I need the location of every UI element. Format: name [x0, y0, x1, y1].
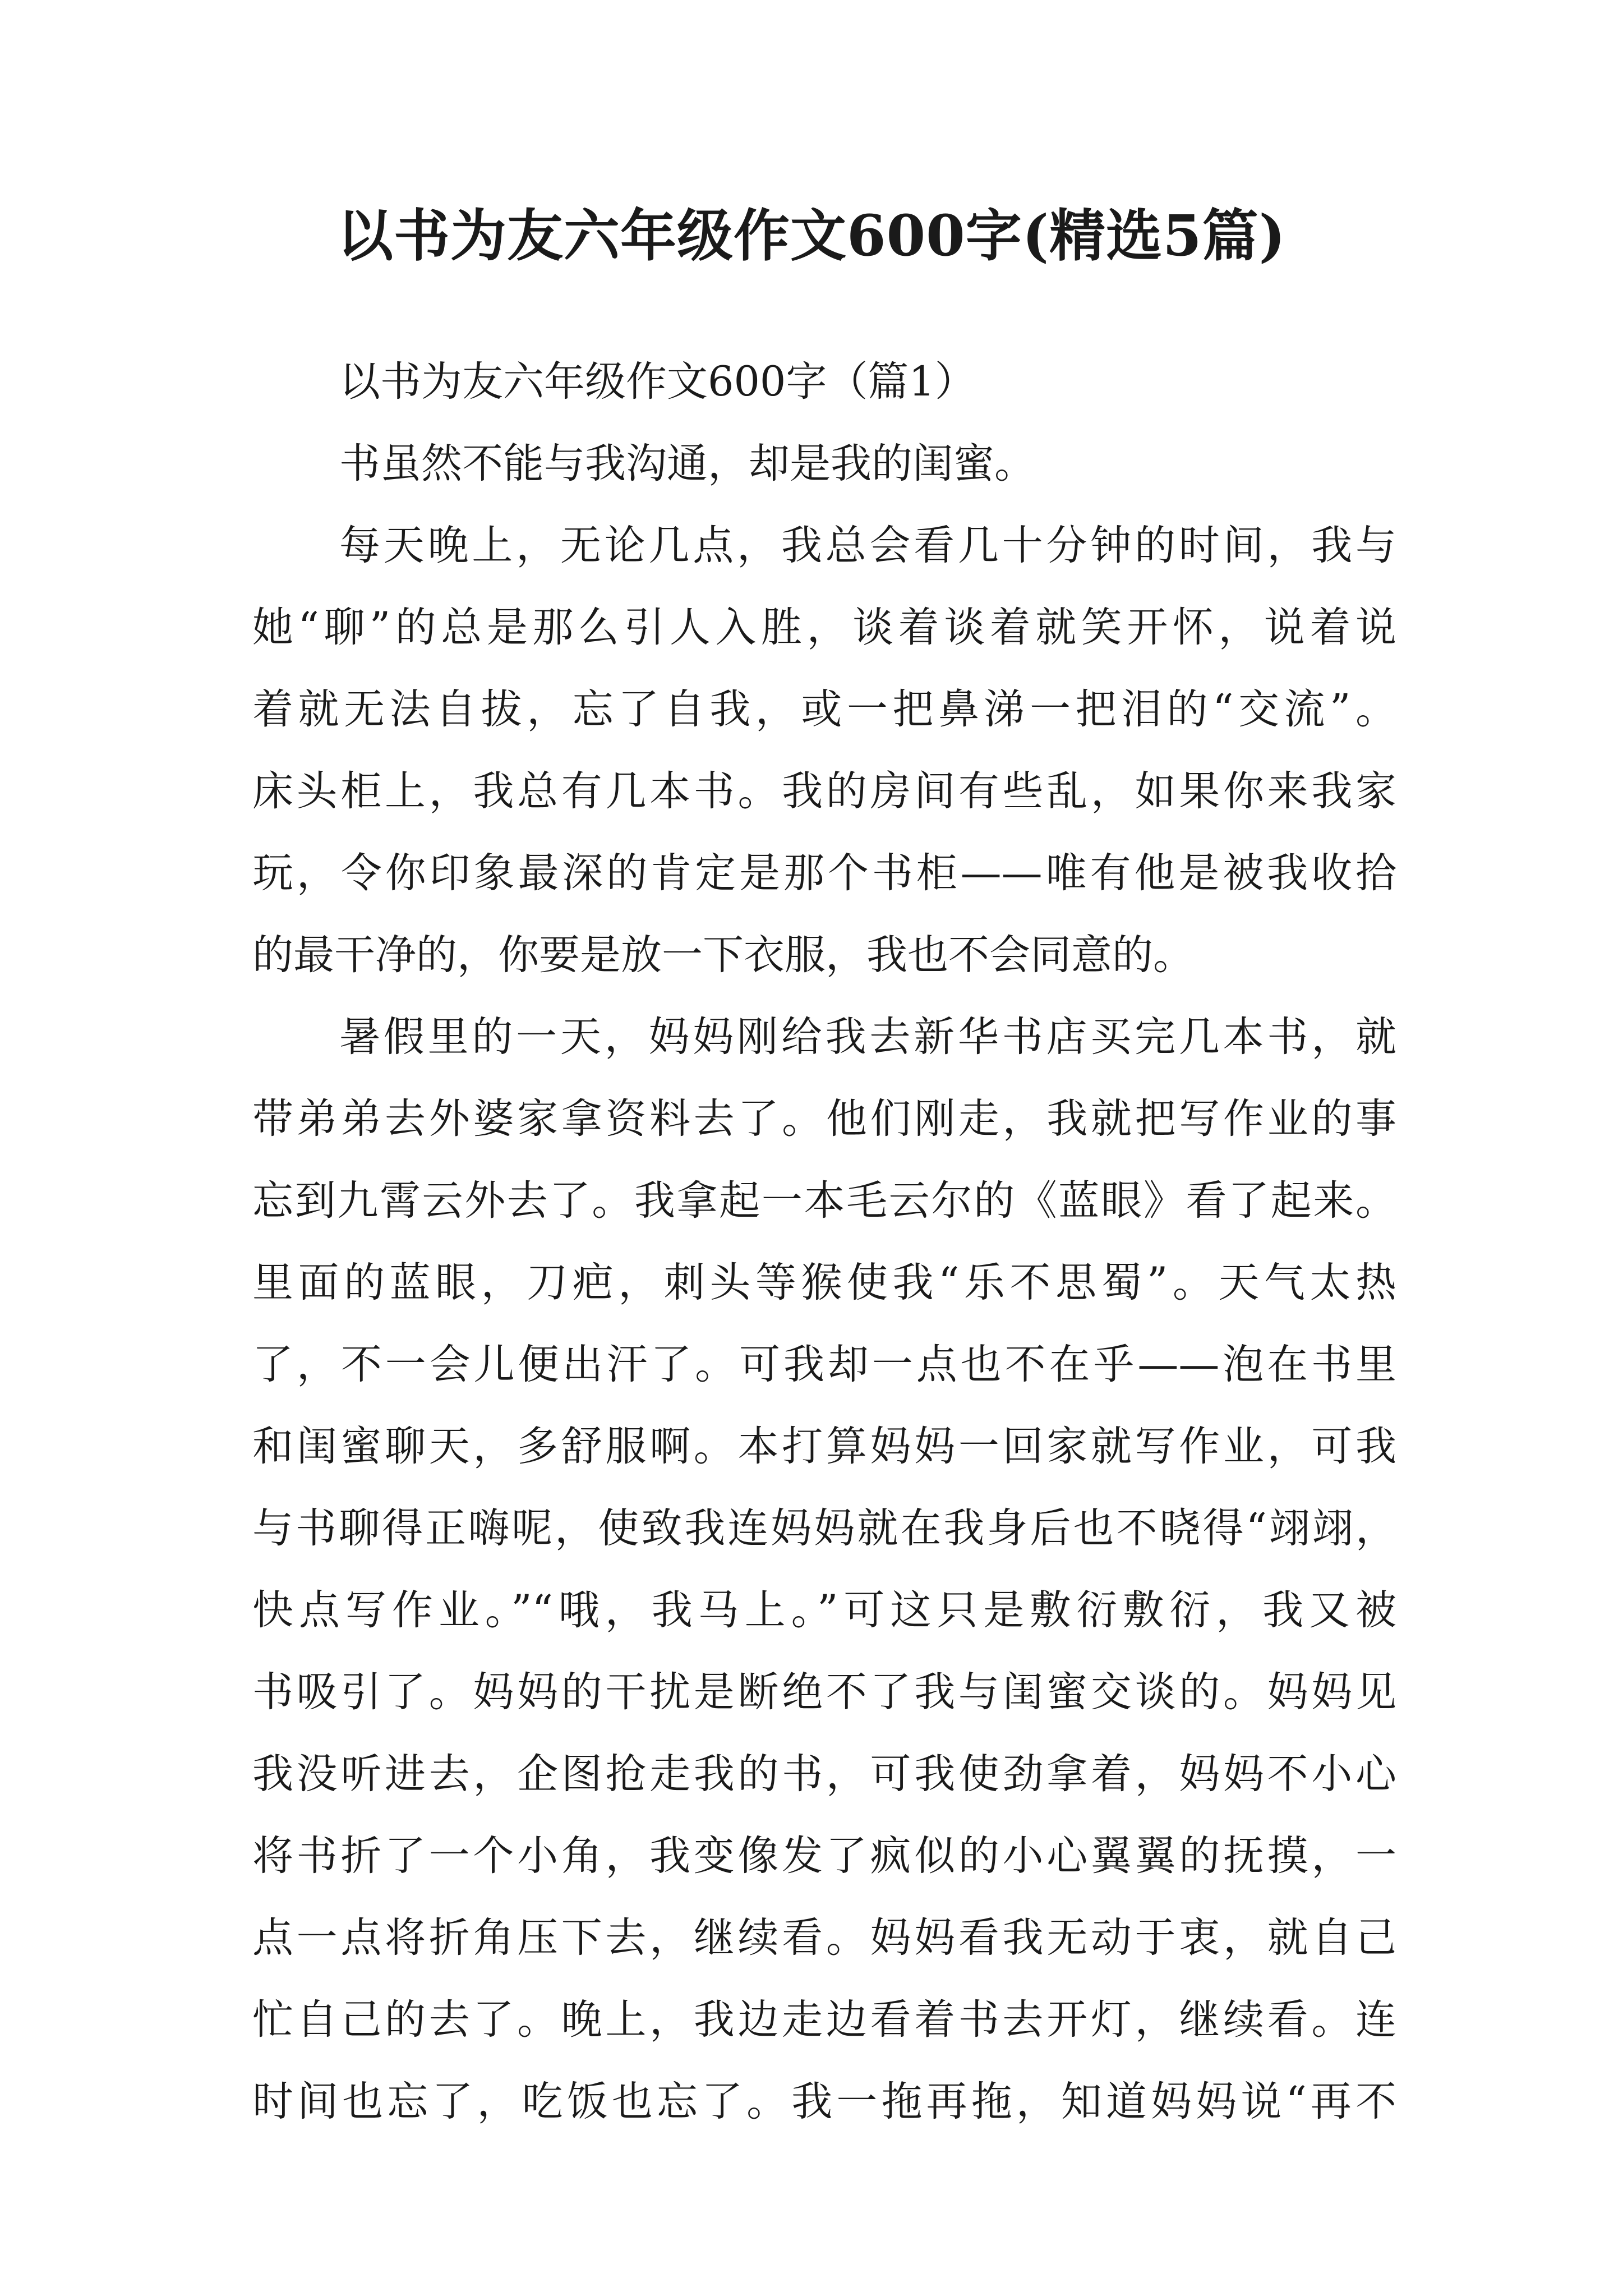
paragraph-line: 忘到九霄云外去了。我拿起一本毛云尔的《蓝眼》看了起来。: [252, 1177, 1396, 1225]
paragraph-1: [252, 423, 1396, 505]
section-heading: 以书为友六年级作文600字（篇1）: [339, 358, 976, 406]
document-title: 以书为友六年级作文600字(精选5篇): [337, 203, 1286, 269]
paragraph-line: 与书聊得正嗨呢，使致我连妈妈就在我身后也不晓得“翊翊，: [252, 1504, 1396, 1552]
paragraph-line: 的最干净的，你要是放一下衣服，我也不会同意的。: [252, 931, 1194, 979]
paragraph-line: 暑假里的一天，妈妈刚给我去新华书店买完几本书，就: [339, 1013, 1396, 1061]
paragraph-3: [252, 996, 1396, 2143]
paragraph-line: 将书折了一个小角，我变像发了疯似的小心翼翼的抚摸，一: [252, 1832, 1396, 1880]
paragraph-line: 点一点将折角压下去，继续看。妈妈看我无动于衷，就自己: [252, 1914, 1396, 1962]
paragraph-line: 时间也忘了，吃饭也忘了。我一拖再拖，知道妈妈说“再不: [252, 2078, 1396, 2125]
paragraph-line: 带弟弟去外婆家拿资料去了。他们刚走，我就把写作业的事: [252, 1095, 1396, 1143]
paragraph-line: 着就无法自拔，忘了自我，或一把鼻涕一把泪的“交流”。: [252, 685, 1396, 733]
paragraph-line: 了，不一会儿便出汗了。可我却一点也不在乎——泡在书里: [252, 1341, 1396, 1388]
paragraph-line: 书吸引了。妈妈的干扰是断绝不了我与闺蜜交谈的。妈妈见: [252, 1668, 1396, 1716]
document-body: [252, 341, 1396, 2143]
paragraph-line: 每天晚上，无论几点，我总会看几十分钟的时间，我与: [339, 522, 1396, 569]
paragraph-line: 她“聊”的总是那么引人入胜，谈着谈着就笑开怀，说着说: [252, 604, 1396, 651]
paragraph-line: 和闺蜜聊天，多舒服啊。本打算妈妈一回家就写作业，可我: [252, 1423, 1396, 1470]
paragraph-line: 床头柜上，我总有几本书。我的房间有些乱，如果你来我家: [252, 767, 1396, 815]
paragraph-line: 里面的蓝眼，刀疤，刺头等猴使我“乐不思蜀”。天气太热: [252, 1259, 1396, 1306]
paragraph-line: 玩，令你印象最深的肯定是那个书柜——唯有他是被我收拾: [252, 849, 1396, 897]
paragraph-line: 忙自己的去了。晚上，我边走边看着书去开灯，继续看。连: [252, 1996, 1396, 2044]
paragraph-line: 我没听进去，企图抢走我的书，可我使劲拿着，妈妈不小心: [252, 1750, 1396, 1798]
paragraph-line: 快点写作业。”“哦，我马上。”可这只是敷衍敷衍，我又被: [252, 1586, 1396, 1634]
paragraph-line: 书虽然不能与我沟通，却是我的闺蜜。: [339, 440, 1035, 487]
paragraph-2: [252, 505, 1396, 996]
